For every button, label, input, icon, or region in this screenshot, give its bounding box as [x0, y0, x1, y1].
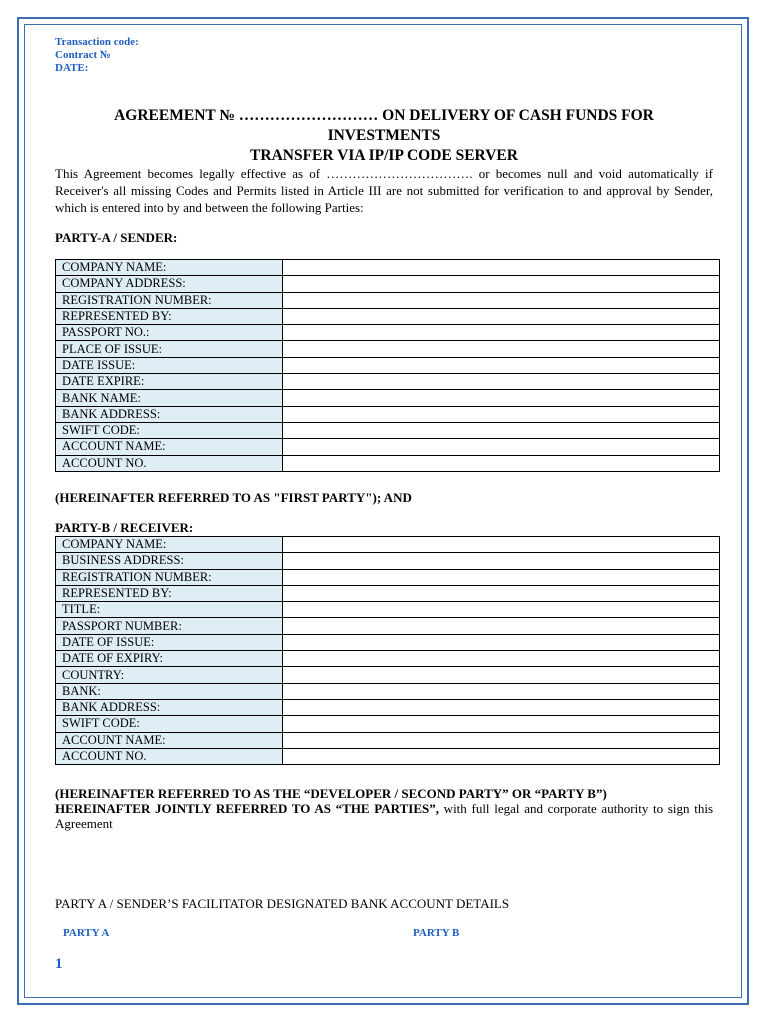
party-b-row [56, 699, 720, 715]
party-a-row [56, 406, 720, 422]
party-b-field-value[interactable] [283, 748, 720, 764]
party-a-field-label: REPRESENTED BY: [56, 308, 283, 324]
agreement-title-line-2: INVESTMENTS [327, 127, 441, 144]
party-b-field-value[interactable] [283, 683, 720, 699]
party-b-row [56, 569, 720, 585]
parties-jointly-bold: HEREINAFTER JOINTLY REFERRED TO AS “THE PARTIES”, [55, 801, 439, 816]
party-b-field-value[interactable] [283, 585, 720, 601]
party-b-field-value[interactable] [283, 634, 720, 650]
party-a-field-value[interactable] [283, 292, 720, 308]
party-a-row [56, 374, 720, 390]
party-b-field-label: DATE OF EXPIRY: [56, 651, 283, 667]
party-b-field-value[interactable] [283, 602, 720, 618]
party-b-field-label: BANK: [56, 683, 283, 699]
party-b-row [56, 651, 720, 667]
party-b-field-label: PASSPORT NUMBER: [56, 618, 283, 634]
party-b-row [56, 585, 720, 601]
party-a-field-label: COMPANY ADDRESS: [56, 276, 283, 292]
party-a-row [56, 390, 720, 406]
party-a-field-value[interactable] [283, 341, 720, 357]
party-b-row [56, 667, 720, 683]
party-b-row [56, 537, 720, 553]
party-a-field-label: DATE EXPIRE: [56, 374, 283, 390]
party-b-row [56, 748, 720, 764]
party-a-table [55, 259, 720, 472]
party-a-field-label: PASSPORT NO.: [56, 325, 283, 341]
party-a-field-value[interactable] [283, 357, 720, 373]
party-b-field-value[interactable] [283, 569, 720, 585]
footer-party-b-label: PARTY B [413, 927, 460, 939]
party-a-field-value[interactable] [283, 439, 720, 455]
party-b-field-value[interactable] [283, 732, 720, 748]
party-a-field-value[interactable] [283, 276, 720, 292]
party-a-field-value[interactable] [283, 422, 720, 438]
party-a-field-value[interactable] [283, 406, 720, 422]
party-b-field-value[interactable] [283, 699, 720, 715]
party-b-field-label: COMPANY NAME: [56, 537, 283, 553]
party-a-heading: PARTY-A / SENDER: [55, 230, 178, 245]
agreement-title-line-3: TRANSFER VIA IP/IP CODE SERVER [250, 147, 518, 164]
footer-party-a-label: PARTY A [63, 927, 110, 939]
header-meta [55, 36, 139, 75]
party-b-row [56, 732, 720, 748]
party-b-field-label: DATE OF ISSUE: [56, 634, 283, 650]
party-b-field-label: TITLE: [56, 602, 283, 618]
party-a-field-value[interactable] [283, 390, 720, 406]
party-b-field-value[interactable] [283, 716, 720, 732]
party-b-row [56, 618, 720, 634]
party-a-field-label: BANK ADDRESS: [56, 406, 283, 422]
page-number: 1 [55, 956, 63, 972]
party-a-row [56, 439, 720, 455]
party-b-field-value[interactable] [283, 537, 720, 553]
date-label: DATE: [55, 62, 89, 74]
party-b-field-label: REPRESENTED BY: [56, 585, 283, 601]
party-a-field-label: COMPANY NAME: [56, 260, 283, 276]
party-a-field-value[interactable] [283, 455, 720, 471]
party-a-field-label: ACCOUNT NO. [56, 455, 283, 471]
party-a-field-value[interactable] [283, 325, 720, 341]
party-b-row [56, 553, 720, 569]
party-b-field-label: SWIFT CODE: [56, 716, 283, 732]
party-b-field-label: BUSINESS ADDRESS: [56, 553, 283, 569]
party-b-row [56, 602, 720, 618]
party-a-field-label: SWIFT CODE: [56, 422, 283, 438]
party-b-field-label: ACCOUNT NAME: [56, 732, 283, 748]
party-b-field-label: ACCOUNT NO. [56, 748, 283, 764]
transaction-code-label: Transaction code: [55, 36, 139, 48]
party-a-field-label: DATE ISSUE: [56, 357, 283, 373]
second-party-note: (HEREINAFTER REFERRED TO AS THE “DEVELOPER / SECOND PARTY” OR “PARTY B”) [55, 786, 607, 801]
party-a-row [56, 422, 720, 438]
party-a-row [56, 260, 720, 276]
party-b-row [56, 634, 720, 650]
contract-number-label: Contract № [55, 49, 111, 61]
party-b-field-value[interactable] [283, 618, 720, 634]
agreement-title-line-1: AGREEMENT № ……………………… ON DELIVERY OF CASH FUNDS FOR [114, 107, 654, 124]
party-a-row [56, 292, 720, 308]
party-a-row [56, 455, 720, 471]
party-b-field-label: BANK ADDRESS: [56, 699, 283, 715]
party-a-field-value[interactable] [283, 374, 720, 390]
first-party-note: (HEREINAFTER REFERRED TO AS "FIRST PARTY"); AND [55, 490, 412, 505]
party-a-field-label: REGISTRATION NUMBER: [56, 292, 283, 308]
party-b-field-value[interactable] [283, 553, 720, 569]
party-b-field-value[interactable] [283, 651, 720, 667]
party-a-field-label: PLACE OF ISSUE: [56, 341, 283, 357]
party-b-row [56, 716, 720, 732]
party-b-field-label: REGISTRATION NUMBER: [56, 569, 283, 585]
parties-definition [55, 786, 713, 831]
party-a-field-value[interactable] [283, 260, 720, 276]
party-a-row [56, 308, 720, 324]
party-b-field-value[interactable] [283, 667, 720, 683]
party-a-row [56, 325, 720, 341]
party-a-field-label: BANK NAME: [56, 390, 283, 406]
intro-paragraph: This Agreement becomes legally effective as of ……………………………. or becomes null and void automatically if Receiver's all missing Codes and Permits listed in Article III are not submitted for verification to and approval by Sender, which is entered into by and between the following Parties: [55, 166, 713, 215]
party-b-heading: PARTY-B / RECEIVER: [55, 520, 194, 535]
party-b-table [55, 536, 720, 765]
party-b-row [56, 683, 720, 699]
party-a-field-value[interactable] [283, 308, 720, 324]
party-b-field-label: COUNTRY: [56, 667, 283, 683]
bank-details-heading: PARTY A / SENDER’S FACILITATOR DESIGNATED BANK ACCOUNT DETAILS [55, 896, 510, 911]
party-a-row [56, 276, 720, 292]
parties-authority-text: with full legal and corporate authority to sign this Agreement [55, 801, 714, 831]
party-a-field-label: ACCOUNT NAME: [56, 439, 283, 455]
party-a-row [56, 357, 720, 373]
party-a-row [56, 341, 720, 357]
parties-jointly-note [55, 801, 713, 831]
